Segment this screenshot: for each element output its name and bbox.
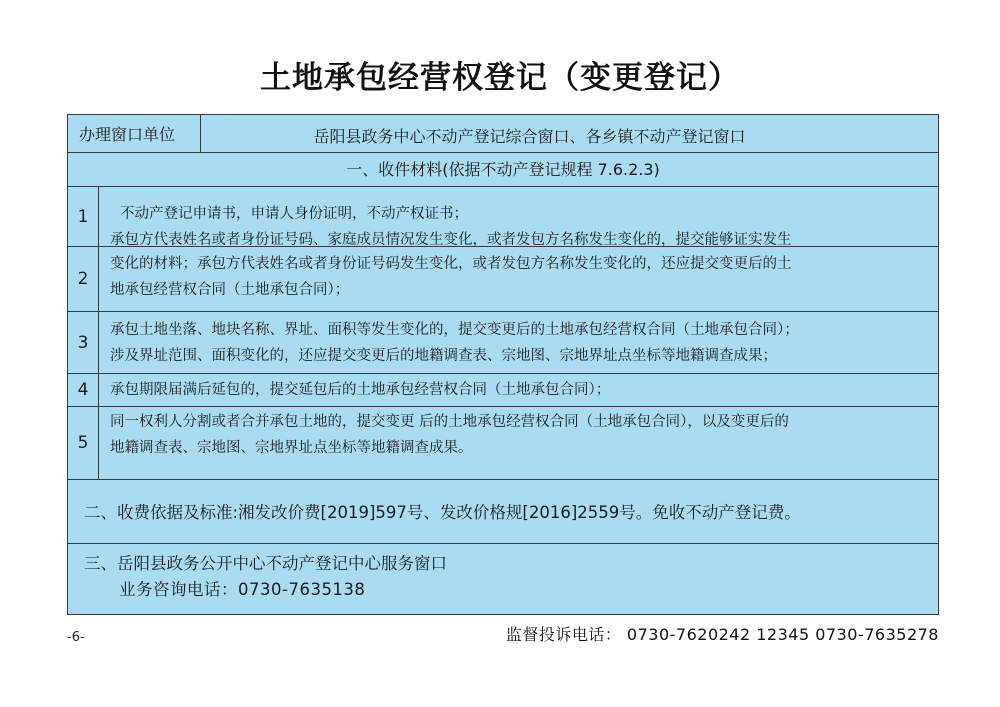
item-number: 2: [68, 247, 99, 311]
consult-phone: 业务咨询电话：0730-7635138: [119, 580, 366, 599]
item-text-line: 地籍调查表、宗地图、宗地界址点坐标等地籍调查成果。: [110, 440, 473, 456]
item-text-line: 承包期限届满后延包的，提交延包后的土地承包经营权合同（土地承包合同）；: [110, 382, 611, 398]
unit-row: [68, 115, 938, 153]
item-text-line: 涉及界址范围、面积变化的，还应提交变更后的地籍调查表、宗地图、宗地界址点坐标等地籍调查成果；: [110, 348, 777, 364]
material-item-1: [68, 187, 938, 247]
item-text-line: 不动产登记申请书，申请人身份证明，不动产权证书；: [120, 206, 468, 222]
complaint-hotline: 监督投诉电话： 0730-7620242 12345 0730-7635278: [505, 625, 939, 644]
item-text-line: 同一权利人分割或者合并承包土地的，提交变更 后的土地承包经营权合同（土地承包合同），以及变更后的: [110, 414, 789, 430]
materials-heading: 一、收件材料(依据不动产登记规程 7.6.2.3): [68, 153, 938, 187]
item-text-line: 承包方代表姓名或者身份证号码、家庭成员情况发生变化，或者发包方名称发生变化的，提交能够证实发生: [110, 232, 792, 248]
item-text-line: 地承包经营权合同（土地承包合同）；: [110, 282, 350, 298]
service-window-heading: 三、岳阳县政务公开中心不动产登记中心服务窗口: [84, 554, 447, 573]
page-title: 土地承包经营权登记（变更登记）: [260, 60, 740, 96]
unit-label: 办理窗口单位: [68, 115, 201, 152]
page-number: -6-: [67, 630, 85, 645]
item-number: 1: [68, 187, 99, 246]
unit-value: 岳阳县政务中心不动产登记综合窗口、各乡镇不动产登记窗口: [313, 127, 746, 146]
item-number: 5: [68, 407, 99, 479]
material-item-3: [68, 312, 938, 374]
item-number: 4: [68, 374, 99, 406]
material-item-4: [68, 374, 938, 407]
service-window-section: [68, 544, 938, 614]
material-item-2: [68, 247, 938, 312]
material-item-5: [68, 407, 938, 480]
item-text-line: 变化的材料；承包方代表姓名或者身份证号码发生变化，或者发包方名称发生变化的，还应提交变更后的土: [110, 256, 792, 272]
item-number: 3: [68, 312, 99, 373]
fee-section: 二、收费依据及标准:湘发改价费[2019]597号、发改价格规[2016]2559号。免收不动产登记费。: [68, 480, 938, 544]
registration-table: [67, 114, 939, 615]
item-text-line: 承包土地坐落、地块名称、界址、面积等发生变化的，提交变更后的土地承包经营权合同（土地承包合同）；: [110, 322, 799, 338]
